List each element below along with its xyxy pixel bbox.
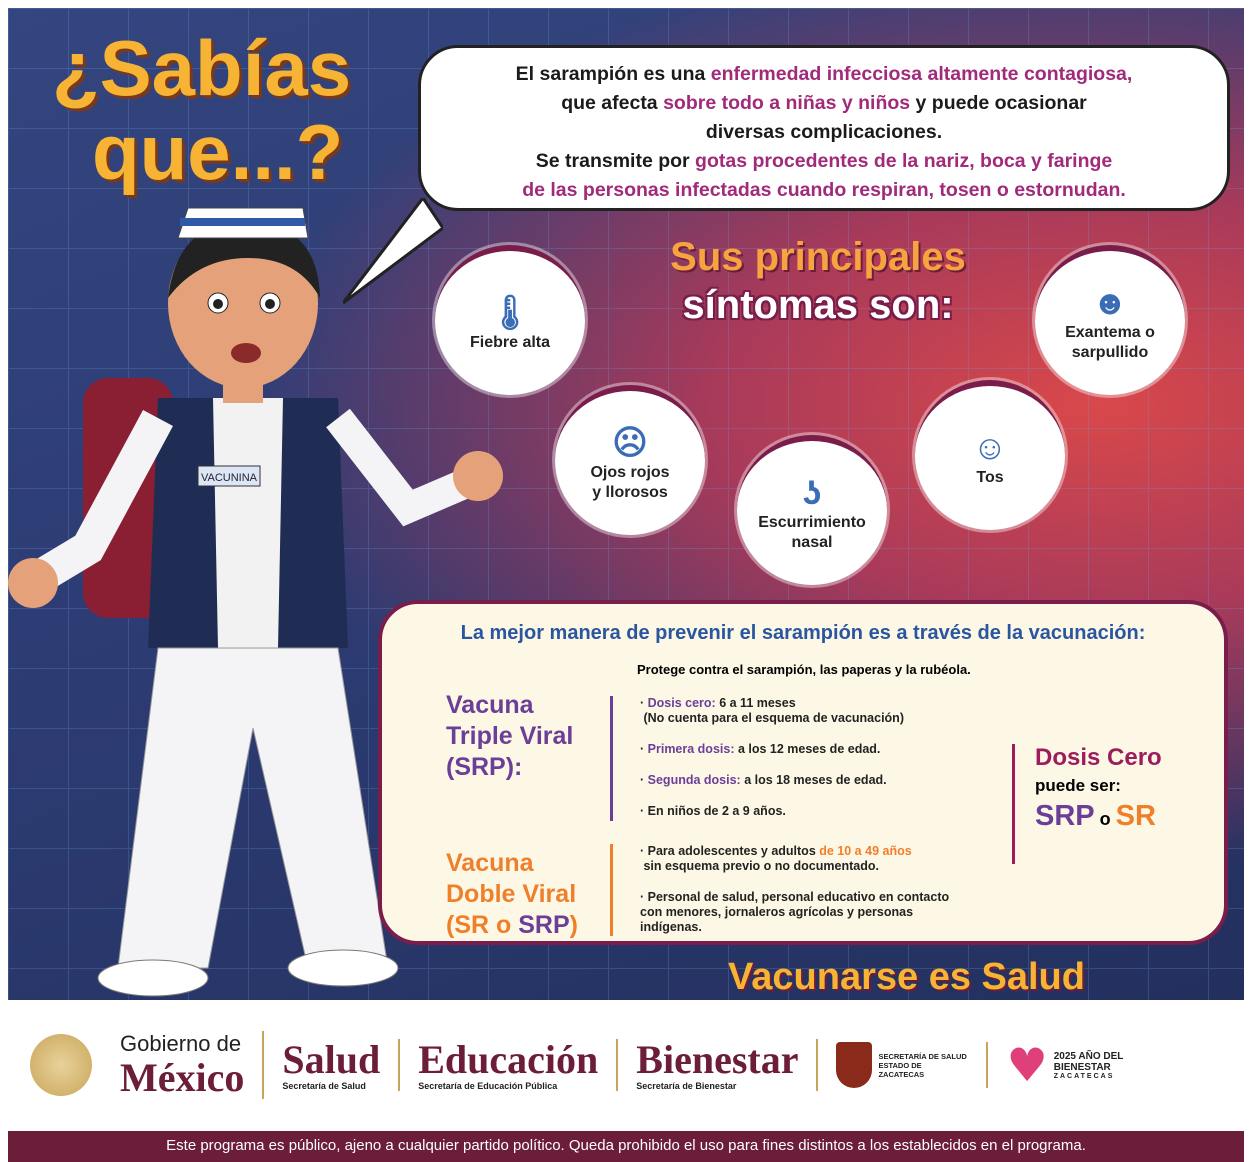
legal-disclaimer: Este programa es público, ajeno a cualquier partido político. Queda prohibido el uso para fines distintos a los establecidos en el programa. <box>8 1131 1244 1162</box>
triple-viral-title: Vacuna Triple Viral (SRP): <box>446 691 574 781</box>
triple-viral-schedule: · Dosis cero: 6 a 11 meses (No cuenta para el esquema de vacunación) · Primera dosis: a los 12 meses de edad. · Segunda dosis: a los 18 meses de edad. · En niños de 2 a 9 años. <box>640 696 904 818</box>
nose-icon: ʖ <box>802 474 822 512</box>
red-eyes-face-icon: ☹ <box>612 424 648 462</box>
symptom-rash: ☻ Exantema o sarpullido <box>1035 245 1185 395</box>
symptom-fever: 🌡 Fiebre alta <box>435 245 585 395</box>
footer-logos <box>0 1000 1250 1130</box>
poster <box>8 8 1244 1000</box>
heart-icon: ♥ <box>1006 1038 1048 1092</box>
headline: ¿Sabías que...? <box>52 24 352 196</box>
divider <box>610 844 613 936</box>
vaccination-panel <box>378 600 1228 945</box>
logo-2025-bienestar: ♥ 2025 AÑO DEL BIENESTAR ZACATECAS <box>1006 1038 1124 1092</box>
doble-viral-schedule: · Para adolescentes y adultos de 10 a 49 años sin esquema previo o no documentado. · Personal de salud, personal educativo en contacto con menores, jornaleros agrícolas y personas indígenas. <box>640 844 950 934</box>
mexico-seal-icon <box>30 1034 92 1096</box>
symptom-cough: ☺ Tos <box>915 380 1065 530</box>
logo-salud: Salud Secretaría de Salud <box>264 1039 400 1091</box>
logo-salud-zacatecas: SECRETARÍA DE SALUD ESTADO DE ZACATECAS <box>818 1042 988 1088</box>
symptom-red-eyes: ☹ Ojos rojos y llorosos <box>555 385 705 535</box>
speech-bubble: El sarampión es una enfermedad infecciosa altamente contagiosa, que afecta sobre todo a niñas y niños y puede ocasionar diversas complicaciones. Se transmite por gotas procedentes de la nariz, boca y faringe de las personas infectadas cuando respiran, tosen o estornudan. <box>418 45 1230 211</box>
logo-educacion: Educación Secretaría de Educación Pública <box>400 1039 618 1091</box>
logo-bienestar: Bienestar Secretaría de Bienestar <box>618 1039 818 1091</box>
speech-bubble-tail <box>343 198 443 308</box>
svg-text:VACUNINA: VACUNINA <box>200 472 258 484</box>
cough-face-icon: ☺ <box>972 429 1008 467</box>
dosis-cero-note: Dosis Cero puede ser: SRP o SR <box>1012 744 1162 864</box>
doble-viral-title: Vacuna Doble Viral (SR o SRP) <box>446 849 578 939</box>
logo-gobierno-mexico: Gobierno de México <box>102 1031 264 1099</box>
symptom-runny-nose: ʖ Escurrimiento nasal <box>737 435 887 585</box>
slogan: Vacunarse es Salud <box>728 956 1085 998</box>
panel-title: La mejor manera de prevenir el sarampión es a través de la vacunación: <box>460 622 1146 644</box>
thermometer-icon: 🌡 <box>488 294 532 332</box>
protection-note: Protege contra el sarampión, las paperas y la rubéola. <box>637 662 971 677</box>
symptoms-heading: Sus principales síntomas son: <box>670 235 966 327</box>
rash-face-icon: ☻ <box>1092 284 1128 322</box>
zacatecas-shield-icon <box>836 1042 872 1088</box>
divider <box>610 696 613 821</box>
